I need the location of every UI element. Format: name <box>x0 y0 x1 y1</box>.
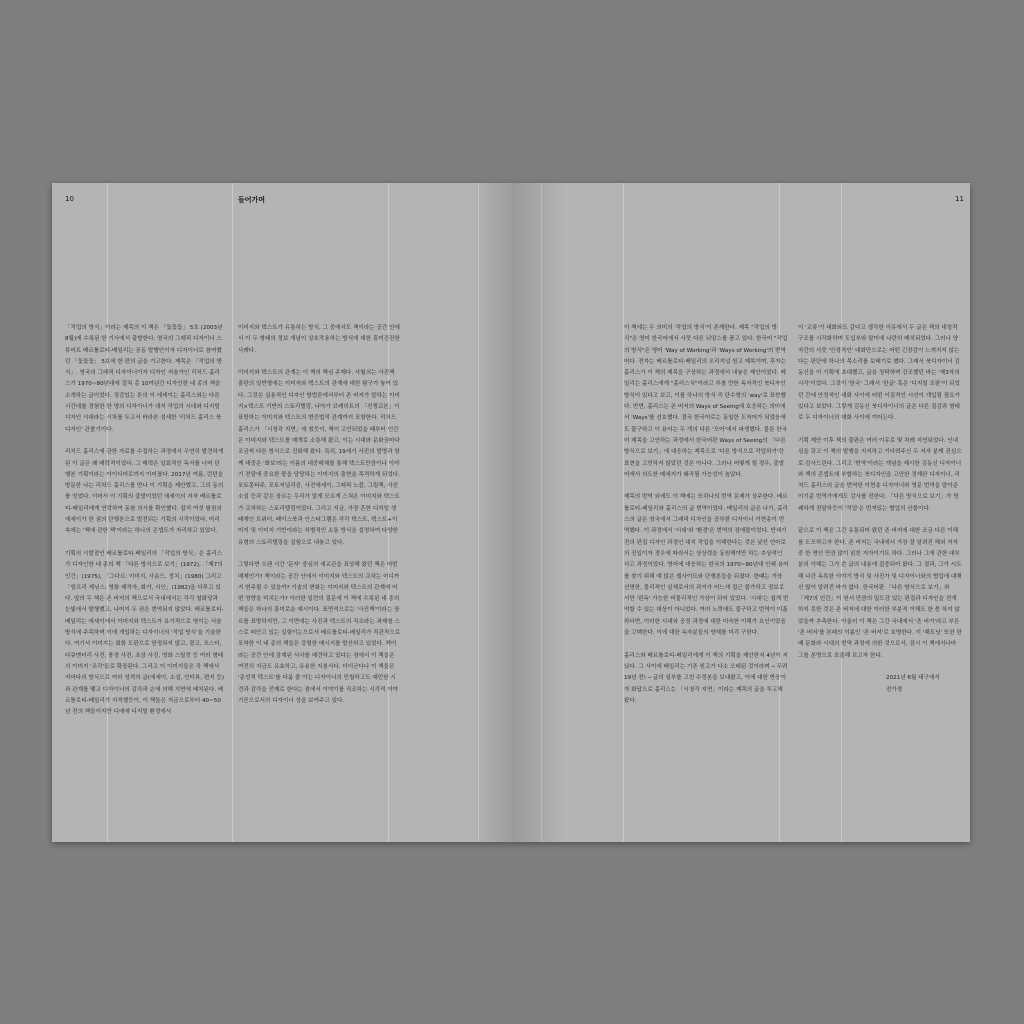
right-page <box>511 183 970 842</box>
grid-line <box>232 183 233 842</box>
text-column <box>798 323 962 696</box>
paragraph: 제목의 번역 외에도 이 책에는 또하나의 번역 문제가 상주한다. 베르톨로티-베일리와 홀리스의 글 번역이었다. 베일리의 글은 나가, 홀리스의 글은 영국에서 그래픽 디자인을 공부한 디자이너 이현송이 번역했다. 이 과정에서 '시대'와 '환경'은 번역의 장애물이었다. 반세기 전의 편집 디자인 과정인 대지 작업을 이해한다는 것은 낯선 언어로의 진입이자 경우에 따라서는 상상력을 동원해야만 하는 추상적인 사고 과정이었다. 영어에 대응하는 한국의 1970~80년대 인쇄 용어를 찾기 위해 예 많은 웹사이트와 단행본들을 뒤졌다. 한때는 가장 선명한, 물리적인 실체로서의 과거가 어느새 접근 불가하고 정보로서만 '판독' 가능한 비물리적인 가상이 되어 있었다. '시대'는 쉽게 번역할 수 있는 대상이 아니었다. 여러 노력에도 불구하고 번역이 미흡하다면, 이러한 시대와 공정 과정에 대한 미숙한 이해가 요인이었음을 고백한다. 이에 대한 독자분들의 양해를 미리 구한다. <box>624 494 789 637</box>
signature-name: 전가경 <box>886 686 903 693</box>
paragraph: 이미지와 텍스트가 유통하는 방식, 그 중에서도 책이라는 공간 안에서 이 두 형태의 정보 개념이 상호작용하는 방식에 대한 흥미진진한 사례다. <box>238 325 400 354</box>
book-spread <box>52 183 970 842</box>
text-column <box>65 323 224 730</box>
paragraph: 기획의 시발점인 베르톨로티-베일리의 「작업의 방식」은 홀리스가 디자인한 네 종의 책 「다른 방식으로 보기」(1972), 「제7의 인간」(1975), 「그다르: 이미지, 사운드, 정치」(1980) 그리고 「힘프리 제닝스: 영화 제작자, 화가, 시인」(1982)을 다루고 있다. 앞의 두 책은 존 버저의 책으로서 국내에서는 각각 열화당과 눈빛에서 발행했고, 나머지 두 권은 번역되지 않았다. 베르톨로티-베일리는 에세이에서 이미지와 텍스트가 유기적으로 엮이는 서술 방식에 주목하며 이에 개입하는 디자이너의 '작업 방식'을 기술한다. 여기서 이미지는 회화 도판으로 한정되지 않고, 광고, 포스터, 다큐멘터리 사진, 풍경 사진, 초상 사진, 영화 스틸컷 등 여러 형태의 이미지 '조각'들로 확장된다. 그리고 이 이미지들은 각 책에서 저마다의 방식으로 여러 성격의 글(에세이, 소설, 인터뷰, 편지 등)과 관계를 맺고 디자이너의 감각과 손에 의해 지면에 배치된다. 베르톨로티-베일리가 지적했듯이, 이 책들은 지금으로부터 40~50년 전의 책들이지만 디애에 디지털 환경에서 <box>65 550 225 716</box>
paragraph: 이 '교류'가 대화와도 같다고 생각한 이유에서 두 글은 책의 대칭적 구조를 시각화하며 도입부와 말미에 나란히 배치되었다. 그러나 양자간의 사뭇 '안정적인' 대화만으로는 어떤 긴장감이 느껴지지 않는다는 판단에 하나의 목소리를 보태기로 했다. 그래서 북디자이너 김동신을 이 기획에 초대했고, 글을 청탁하며 강조했던 바는 '제3자의 시각'이었다. 그것이 '한국' 그래서 '한글' 혹은 '디지털 조판'이 되었던 간에 안정적인 대화 사이에 어떤 이질적인 시선이 개입될 필요가 있다고 보았다. 그렇게 김동신 북디자이너의 글은 다른 질감과 형태로 두 디자이너의 대화 사이에 끼어든다. <box>798 325 960 422</box>
page-number: 10 <box>65 195 74 203</box>
paragraph: 「작업의 방식」이라는 제목의 이 책은 「돛돛돛」 5호 (2003년 8월)에 수록된 한 기사에서 출발한다. 영국의 그래픽 디자이너 스튜어트 베르톨로티-베일리는 공동 발행인이자 디자이너로 참여했던 「돛돛돛」 5호에 한 편의 글을 기고한다. 제목은 「작업의 방식」. 영국의 그래픽 디자이너이자 디자인 저술가인 리처드 홀리스가 1970~80년대에 걸쳐 총 10여년간 디자인한 네 종의 책을 소개하는 글이었다. 정감있는 톤의 이 에세이는 홀리스와는 다른 시간대를 경험한 한 명의 디자이너가 대지 작업의 시대와 디지털 디자인 시대라는 시차를 두고서 바라본 섬세한 '리처드 홀리스 북디자인' 관찰기이다. <box>65 325 223 433</box>
paragraph: 이 책에는 두 의미의 '작업의 방식'이 존재한다. 제목 "작업의 방식"은 영어 한국어에서 사뭇 다른 뉘앙스를 품고 있다. 한국어 "작업의 방식"은 영어 'Way of Working'과 'Ways of Working'의 번역어다. 전자는 베르톨로티-베일리의 오리지널 원고 제목이며, 후자는 홀리스가 이 책의 제목을 구상하는 과정에서 내놓은 제안이었다. 베일리는 홀리스에게 "홀리스식"이라고 부를 만한 독자적인 북디자인 방식이 있다고 보고, 이를 하나의 방식 즉 단수형의 'way'로 표현했다. 반면, 홀리스는 존 버저의 Ways of Seeing에 호응하는 의미에서 'Ways'를 선호했다. 결국 한국어로는 동일한 도착어가 되었음에도 불구하고 이 용어는 두 개의 다른 '모어'에서 파생했다. 물론 한국어 제목을 고안하는 과정에서 한국어판 Ways of Seeing의 「다른 방식으로 보기」에 대응하는 제목으로 '다른 방식으로 작업하기'란 표현을 고민하지 않았던 것은 아니다. 그러나 어떻게 될 경우, 출발어에서 의도한 메세지가 왜곡될 가능성이 높았다. <box>624 325 788 478</box>
paragraph: 기획 제안 이후 책의 출판은 여러 이유로 몇 차례 지연되었다. 인내심을 갖고 이 책의 발행을 지지하고 기다려주신 두 저자 분께 진심으로 감사드린다. 그리고 '번역'이라는 개념을 제시한 김동신 디자이너와 책의 콘셉트에 부합하는 북디자인을 고안한 정재완 디자이너, 리처드 홀리스의 글을 번역한 이현송 디자이너와 영문 번역을 맡아준 이기준 번역가에게도 감사를 전한다. 「다른 방식으로 보기」가 명쾌하게 전달하듯이 '작업'은 번져있는 협업의 산물이다. <box>798 437 962 512</box>
gutter-shadow <box>471 183 511 842</box>
left-page <box>52 183 511 842</box>
running-head: 들어가며 <box>238 196 266 204</box>
paragraph: 이미지와 텍스트의 관계는 이 책의 핵심 주제다. 사월의는 사진책 출판의 일반형에는 이미지와 텍스트의 관계에 대한 탐구가 놓여 있다. 그것은 실용적인 디자인 방법론에서부터 존 버저가 말하는 이미지×텍스트 기반의 스토리텔링, 나아가 브레히트의 「전쟁교본」이 표방하는 이미지와 텍스트의 변증법적 관계까지 포함한다. 리처드 홀리스가 「시청각 지면」에 썼듯이, 책이 고안되었을 때부터 인간은 이미지와 텍스트를 매개로 소통해 왔고, 이는 시대와 문화권마다 조금씩 다른 방식으로 진화해 왔다. 특히, 19세기 사진의 발명과 함께 대중은 '화보'라는 이름의 대중매체를 통해 텍스트만큼이나 이야기 전달에 중요한 몫을 담당하는 이미지의 출현을 목격하게 되었다. 포토몽타주, 포토저널리즘, 사진에세이, 그래픽 노블, 그림책, 사진소설 등과 같은 장르는 우리가 알게 모르게 스쳐온 이미지와 텍스트가 교차하는 스토리텔링이었다. 그리고 지금, 가장 흔한 디지털 생태계인 트위터, 페이스북과 인스타그램은 각각 텍스트, 텍스트+이미지 및 이미지 기반이라는 차별적인 소통 방식을 설정하여 다양한 유형의 스토리텔링을 실험으로 내놓고 있다. <box>238 370 400 546</box>
paragraph: 그렇다면 오랜 시간 '문자' 중심의 세교관을 표상해 왔던 책은 어떤 매체인가? 책이라는 공간 안에서 이미지와 텍스트의 교차는 어디까지 변주될 수 있을까? 기술의 변화는 이미지와 텍스트의 관계에 어떤 영향을 미치는가? 이러한 일련의 질문에 이 책에 수록된 네 종의 책들은 하나의 흥미로운 예시이다. 표면적으로는 '사진책'이라는 장르를 표방하지만, 그 이면에는 사진과 텍스트의 직조라는 과제를 스스로 떠안고 있는 실험이는으로서 베르톨로티-베일리가 직관적으로 포착한 이 네 종의 책들은 강렬한 메시지를 발산하고 있었다. 책이라는 공간 안에 잠재된 서사를 예견하고 있다는 점에서 이 책들은 여전히 지금도 유효하고, 유용한 지침서다. 더더군다나 이 책들은 '종성적 텍스트'를 다룸 줄 아는 디자이너의 민첩하고도 예민한 시견과 감각을 전제로 한다는 점에서 이야기를 직조하는 시각적 이야기꾼으로서의 디자이너 상을 보여주고 있다. <box>238 562 401 704</box>
paragraph: 리처드 홀리스에 관한 자료를 수집하는 과정에서 우연히 발견하게 된 이 글은 왜 매력적이었다. 그 매력은 일회적인 독서를 너머 단행본 기획이라는 아이디어로까지 이어졌다. 2017년 여름, 런던을 방문한 나는 리처드 홀리스를 만나 이 기획을 제안했고, 그의 동의를 얻었다. 이어서 이 기획의 출발이었던 에세이의 저자 베르톨로티-베일리에게 연락하여 동참 의사를 확인했다. 잡지 여섯 펼침의 에세이가 한 권의 단행본으로 발전되는 기획의 시작이었다. 머리 속에는 '책에 관한 책'이라는 하나의 콘셉트가 자리하고 있었다. <box>65 449 224 535</box>
gutter-shadow <box>511 183 566 842</box>
page-number: 11 <box>955 195 964 203</box>
paragraph: 끝으로 이 책은 그간 유통되어 왔던 존 버저에 대한 조금 다른 이해를 도모하고자 한다. 존 버저는 국내에서 가장 잘 알려진 해외 저자 중 한 명인 만큼 많이 읽힌 저자이기도 하다. 그러나 그에 관한 대부분의 이해는 그가 쓴 글의 내용에 집중되어 왔다. 그 결과, 그가 시도해 나간 독특한 이야기 방식 및 사진가 및 디자이너와의 협업에 대해선 많이 알려진 바가 없다. 한국어판 「다른 방식으로 보기」와 「제7의 인간」이 원서 만큼의 밀도감 있는 편집과 디자인을 전개하지 못한 것은 존 버저에 대한 이러한 부분적 이해도 한 몫 하지 않았을까 추측한다. 아울러 이 책은 그간 국내에서 '존 버거'라고 부른 '존 버저'를 본래의 이름인 '존 버저'로 호명한다. 이 '패트닝' 또한 한때 문화와 시대의 번역 과정에 의한 것으로서, 잠시 이 책에서나마 그를 본명으로 호출해 보고자 한다. <box>798 528 962 659</box>
paragraph: 홀리스와 베르톨로티-베일리에게 이 책의 기획을 제안한지 4년이 지났다. 그 사이에 베일리는 기존 원고가 다소 오래된 것이라며 ─ 무려 19년 전! ─ 글의 일부를 고친 수정본을 보내왔고, 이에 대한 반응이자 화답으로 홀리스는 「시청각 지면」이라는 제목의 글을 투고해 왔다. <box>624 652 788 704</box>
signature-date: 2021년 6월 대구에서 <box>886 675 940 682</box>
text-column <box>624 323 789 718</box>
text-column <box>238 323 401 718</box>
